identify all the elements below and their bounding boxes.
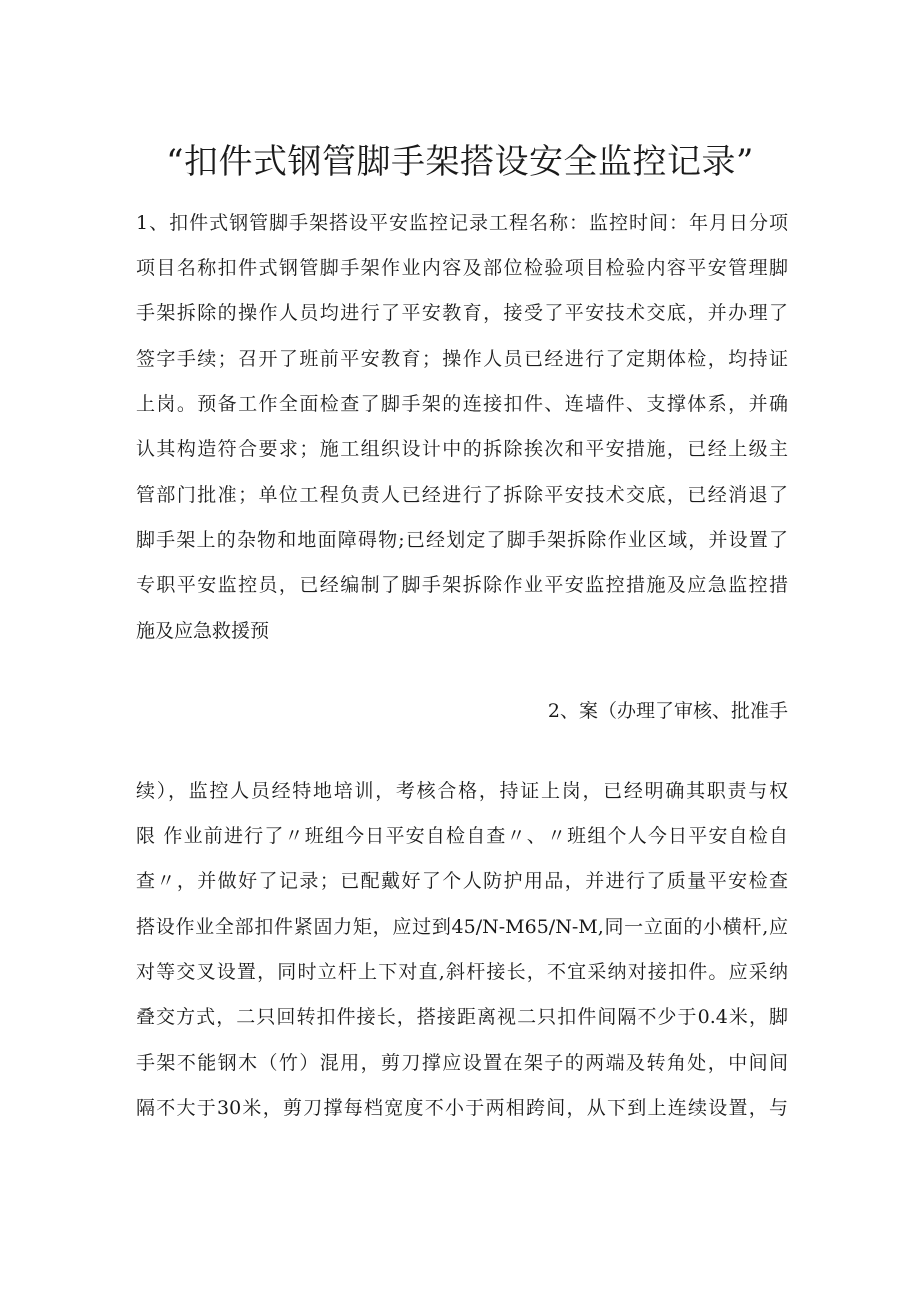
paragraph-line: 手架不能钢木（竹）混用，剪刀撑应设置在架子的两端及转角处，中间间 [136,1052,788,1074]
paragraph-line: 叠交方式，二只回转扣件接长，搭接距离视二只扣件间隔不少于0.4米，脚 [136,1006,788,1028]
paragraph-line: 手架拆除的操作人员均进行了平安教育，接受了平安技术交底，并办理了 [136,302,788,324]
paragraph-line: 限 作业前进行了〃班组今日平安自检自查〃、〃班组个人今日平安自检自 [136,825,788,847]
paragraph-line: 专职平安监控员，已经编制了脚手架拆除作业平安监控措施及应急监控措 [136,574,788,596]
paragraph-line: 查〃，并做好了记录；已配戴好了个人防护用品，并进行了质量平安检查 [136,870,788,892]
paragraph-line: 签字手续；召开了班前平安教育；操作人员已经进行了定期体检，均持证 [136,348,788,370]
paragraph-line: 隔不大于30米，剪刀撑每档宽度不小于两相跨间，从下到上连续设置，与 [136,1097,788,1119]
paragraph-line: 搭设作业全部扣件紧固力矩，应过到45/N-M65/N-M,同一立面的小横杆,应 [136,916,788,938]
paragraph-line: 对等交叉设置，同时立杆上下对直,斜杆接长，不宜采纳对接扣件。应采纳 [136,961,788,983]
paragraph-line: 项目名称扣件式钢管脚手架作业内容及部位检验项目检验内容平安管理脚 [136,257,788,279]
section-2-heading: 2、案（办理了审核、批准手 [547,700,788,722]
document-title: “扣件式钢管脚手架搭设安全监控记录” [166,142,754,182]
paragraph-line: 认其构造符合要求；施工组织设计中的拆除挨次和平安措施，已经上级主 [136,438,788,460]
paragraph-line: 续），监控人员经特地培训，考核合格，持证上岗，已经明确其职责与权 [136,780,788,802]
paragraph-line: 管部门批准；单位工程负责人已经进行了拆除平安技术交底，已经消退了 [136,484,788,506]
paragraph-line: 上岗。预备工作全面检查了脚手架的连接扣件、连墙件、支撑体系，并确 [136,393,788,415]
paragraph-line: 施及应急救援预 [136,620,270,642]
paragraph-line: 1、扣件式钢管脚手架搭设平安监控记录工程名称：监控时间：年月日分项 [136,212,788,234]
paragraph-line: 脚手架上的杂物和地面障碍物;已经划定了脚手架拆除作业区域，并设置了 [136,529,788,551]
